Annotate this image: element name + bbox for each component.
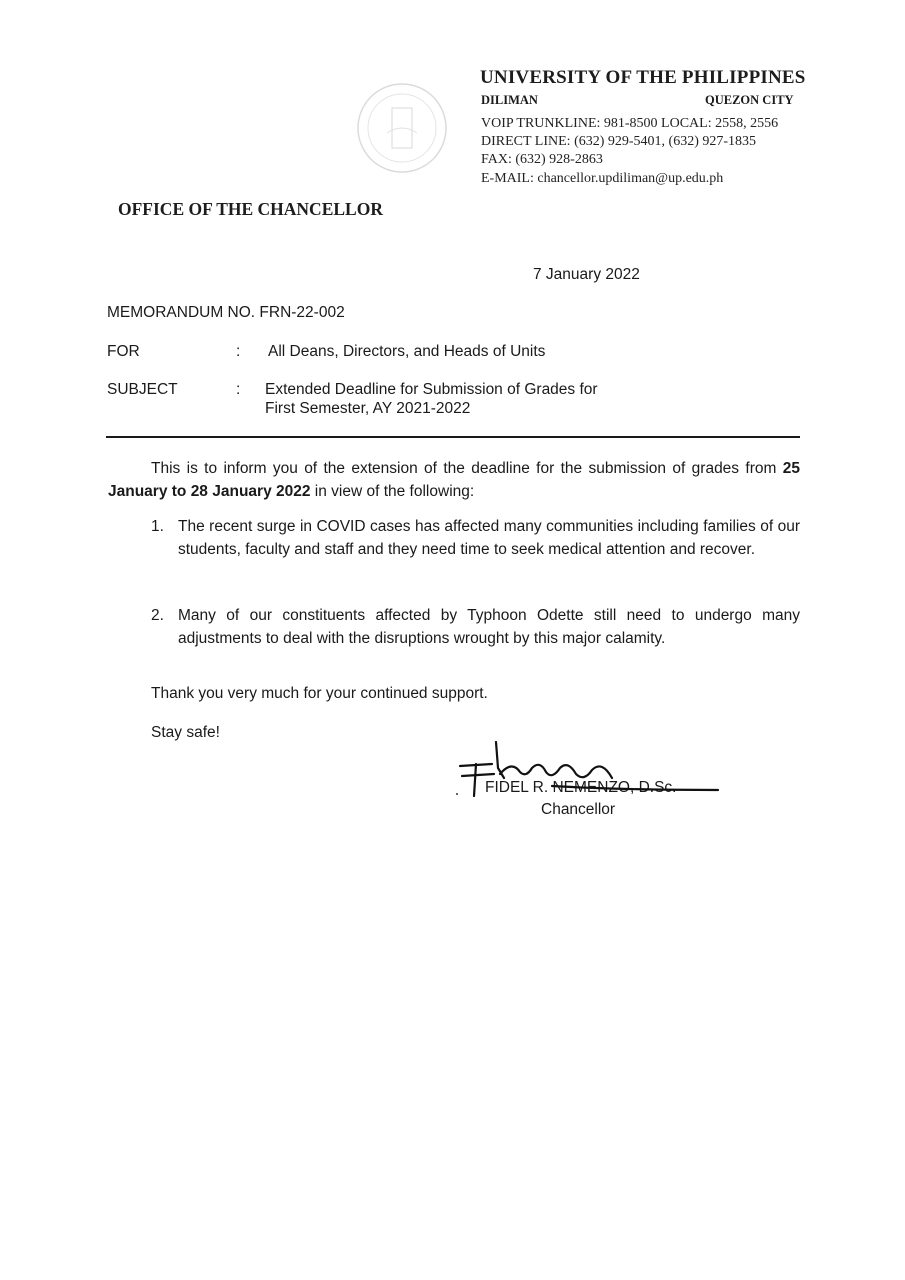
email-address: E-MAIL: chancellor.updiliman@up.edu.ph (481, 171, 724, 186)
voip-trunkline: VOIP TRUNKLINE: 981-8500 LOCAL: 2558, 2556 (481, 116, 779, 131)
memo-date: 7 January 2022 (533, 266, 640, 283)
university-name: UNIVERSITY OF THE PHILIPPINES (480, 67, 806, 88)
memo-number: MEMORANDUM NO. FRN-22-002 (107, 304, 345, 321)
campus-name: DILIMAN (481, 93, 538, 107)
for-label: FOR (107, 343, 140, 360)
fax-number: FAX: (632) 928-2863 (481, 152, 603, 167)
handwritten-signature (452, 738, 732, 808)
direct-line: DIRECT LINE: (632) 929-5401, (632) 927-1835 (481, 134, 757, 149)
intro-text-before: This is to inform you of the extension of the deadline for the submission of grades from (151, 460, 783, 477)
for-colon: : (236, 343, 241, 360)
list-item-text: Many of our constituents affected by Typhoon Odette still need to undergo many adjustments to deal with the disruptions wrought by this major calamity. (178, 607, 800, 647)
thanks-line: Thank you very much for your continued support. (151, 685, 488, 702)
signatory-name: FIDEL R. NEMENZO, D.Sc. (485, 779, 677, 796)
list-item (151, 516, 800, 561)
signatory-title: Chancellor (541, 801, 616, 818)
intro-paragraph (108, 458, 800, 503)
list-item-number: 1. (151, 518, 164, 535)
deadline-dates: 25 January to 28 January 2022 (108, 460, 800, 500)
city-name: QUEZON CITY (705, 93, 794, 107)
office-title: OFFICE OF THE CHANCELLOR (118, 199, 383, 219)
list-item (151, 605, 800, 650)
header-divider (106, 436, 800, 438)
list-item-text: The recent surge in COVID cases has affected many communities including families of our students, faculty and staff and they need time to seek medical attention and recover. (178, 518, 800, 558)
subject-label: SUBJECT (107, 381, 178, 398)
subject-line-2: First Semester, AY 2021-2022 (265, 400, 471, 417)
closing-line: Stay safe! (151, 724, 220, 741)
for-recipients: All Deans, Directors, and Heads of Units (268, 343, 546, 360)
list-item-number: 2. (151, 607, 164, 624)
subject-colon: : (236, 381, 241, 398)
intro-text-after: in view of the following: (310, 482, 475, 500)
university-seal-watermark (352, 78, 452, 178)
subject-line-1: Extended Deadline for Submission of Grades for (265, 381, 598, 398)
